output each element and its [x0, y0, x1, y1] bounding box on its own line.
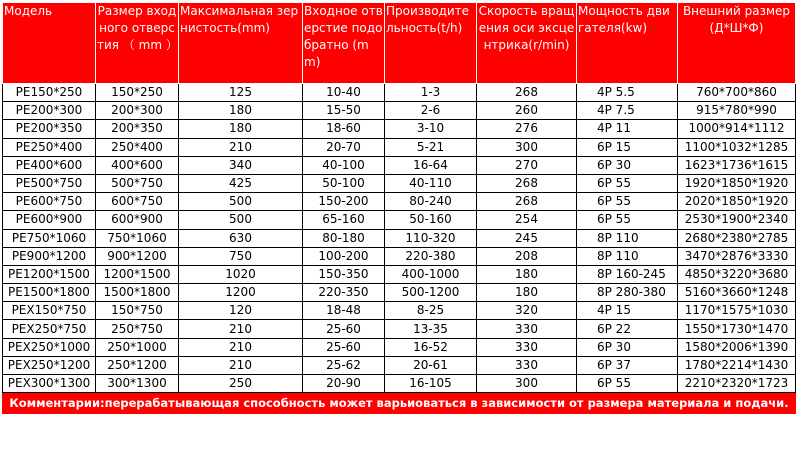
cell-max-feed: 750 [179, 247, 303, 265]
table-row [3, 302, 796, 320]
cell-dimensions: 1780*2214*1430 [678, 356, 796, 374]
cell-shaft-speed: 254 [477, 211, 577, 229]
cell-motor-power: 6P 37 [577, 356, 678, 374]
cell-capacity: 20-61 [385, 356, 477, 374]
cell-model: PE900*1200 [3, 247, 96, 265]
cell-max-feed: 180 [179, 102, 303, 120]
cell-model: PE250*400 [3, 138, 96, 156]
cell-motor-power: 4P 15 [577, 302, 678, 320]
header-discharge-opening: Входное отверстие подобратно (mm) [303, 3, 385, 84]
cell-discharge-opening: 25-60 [303, 338, 385, 356]
cell-shaft-speed: 268 [477, 193, 577, 211]
cell-max-feed: 210 [179, 138, 303, 156]
cell-capacity: 500-1200 [385, 284, 477, 302]
cell-max-feed: 210 [179, 338, 303, 356]
cell-dimensions: 3470*2876*3330 [678, 247, 796, 265]
cell-dimensions: 1550*1730*1470 [678, 320, 796, 338]
table-row [3, 174, 796, 192]
cell-max-feed: 210 [179, 356, 303, 374]
cell-model: PE400*600 [3, 156, 96, 174]
cell-discharge-opening: 150-350 [303, 265, 385, 283]
table-row [3, 338, 796, 356]
table-row [3, 229, 796, 247]
cell-capacity: 2-6 [385, 102, 477, 120]
cell-inlet-size: 400*600 [96, 156, 179, 174]
cell-max-feed: 250 [179, 375, 303, 393]
cell-discharge-opening: 25-62 [303, 356, 385, 374]
cell-motor-power: 8P 110 [577, 247, 678, 265]
cell-motor-power: 6P 22 [577, 320, 678, 338]
cell-dimensions: 2680*2380*2785 [678, 229, 796, 247]
header-model: Модель [3, 3, 96, 84]
cell-dimensions: 2210*2320*1723 [678, 375, 796, 393]
cell-inlet-size: 250*750 [96, 320, 179, 338]
cell-capacity: 50-160 [385, 211, 477, 229]
cell-model: PE200*300 [3, 102, 96, 120]
cell-discharge-opening: 100-200 [303, 247, 385, 265]
cell-max-feed: 630 [179, 229, 303, 247]
header-max-feed: Максимальная зернистость(mm) [179, 3, 303, 84]
cell-dimensions: 2530*1900*2340 [678, 211, 796, 229]
cell-discharge-opening: 40-100 [303, 156, 385, 174]
cell-inlet-size: 500*750 [96, 174, 179, 192]
cell-model: PE600*900 [3, 211, 96, 229]
cell-shaft-speed: 268 [477, 84, 577, 102]
cell-capacity: 80-240 [385, 193, 477, 211]
cell-model: PEX250*1000 [3, 338, 96, 356]
header-shaft-speed: Скорость вращения оси эксцентрика(r/min) [477, 3, 577, 84]
cell-dimensions: 5160*3660*1248 [678, 284, 796, 302]
cell-shaft-speed: 268 [477, 174, 577, 192]
cell-max-feed: 120 [179, 302, 303, 320]
cell-inlet-size: 300*1300 [96, 375, 179, 393]
header-capacity: Производительность(t/h) [385, 3, 477, 84]
header-inlet-size: Размер входного отверстия （ mm ） [96, 3, 179, 84]
cell-dimensions: 1580*2006*1390 [678, 338, 796, 356]
table-row [3, 211, 796, 229]
table-row [3, 356, 796, 374]
cell-inlet-size: 250*400 [96, 138, 179, 156]
table-row [3, 320, 796, 338]
table-row [3, 84, 796, 102]
cell-motor-power: 6P 55 [577, 193, 678, 211]
cell-inlet-size: 200*350 [96, 120, 179, 138]
cell-motor-power: 4P 5.5 [577, 84, 678, 102]
table-body [3, 84, 796, 393]
cell-discharge-opening: 150-200 [303, 193, 385, 211]
cell-max-feed: 1200 [179, 284, 303, 302]
cell-shaft-speed: 300 [477, 375, 577, 393]
cell-discharge-opening: 220-350 [303, 284, 385, 302]
cell-dimensions: 915*780*990 [678, 102, 796, 120]
cell-shaft-speed: 330 [477, 338, 577, 356]
cell-model: PEX250*750 [3, 320, 96, 338]
cell-shaft-speed: 260 [477, 102, 577, 120]
cell-discharge-opening: 50-100 [303, 174, 385, 192]
cell-inlet-size: 750*1060 [96, 229, 179, 247]
cell-motor-power: 6P 55 [577, 174, 678, 192]
cell-motor-power: 6P 55 [577, 375, 678, 393]
cell-dimensions: 2020*1850*1920 [678, 193, 796, 211]
cell-discharge-opening: 80-180 [303, 229, 385, 247]
cell-motor-power: 4P 11 [577, 120, 678, 138]
cell-capacity: 1-3 [385, 84, 477, 102]
cell-model: PE600*750 [3, 193, 96, 211]
cell-inlet-size: 150*750 [96, 302, 179, 320]
cell-capacity: 400-1000 [385, 265, 477, 283]
jaw-crusher-spec-table [2, 2, 796, 414]
cell-shaft-speed: 330 [477, 320, 577, 338]
table-row [3, 138, 796, 156]
cell-max-feed: 210 [179, 320, 303, 338]
cell-model: PE750*1060 [3, 229, 96, 247]
cell-discharge-opening: 18-60 [303, 120, 385, 138]
note-text: Комментарии:перерабатывающая способность может варьиоваться в зависимости от размера материала и подачи. [3, 393, 796, 414]
cell-shaft-speed: 330 [477, 356, 577, 374]
cell-model: PE500*750 [3, 174, 96, 192]
cell-model: PEX300*1300 [3, 375, 96, 393]
cell-motor-power: 6P 30 [577, 156, 678, 174]
cell-capacity: 110-320 [385, 229, 477, 247]
table-row [3, 247, 796, 265]
cell-model: PEX250*1200 [3, 356, 96, 374]
cell-dimensions: 1623*1736*1615 [678, 156, 796, 174]
cell-inlet-size: 600*750 [96, 193, 179, 211]
note-row [3, 393, 796, 414]
table-row [3, 284, 796, 302]
cell-discharge-opening: 65-160 [303, 211, 385, 229]
cell-shaft-speed: 180 [477, 284, 577, 302]
cell-max-feed: 180 [179, 120, 303, 138]
cell-shaft-speed: 180 [477, 265, 577, 283]
cell-motor-power: 8P 110 [577, 229, 678, 247]
cell-discharge-opening: 20-90 [303, 375, 385, 393]
cell-shaft-speed: 300 [477, 138, 577, 156]
cell-discharge-opening: 25-60 [303, 320, 385, 338]
cell-shaft-speed: 270 [477, 156, 577, 174]
cell-dimensions: 1000*914*1112 [678, 120, 796, 138]
cell-shaft-speed: 245 [477, 229, 577, 247]
cell-discharge-opening: 18-48 [303, 302, 385, 320]
cell-inlet-size: 200*300 [96, 102, 179, 120]
cell-shaft-speed: 208 [477, 247, 577, 265]
cell-motor-power: 8P 280-380 [577, 284, 678, 302]
cell-inlet-size: 250*1200 [96, 356, 179, 374]
cell-motor-power: 6P 55 [577, 211, 678, 229]
cell-capacity: 3-10 [385, 120, 477, 138]
table-row [3, 102, 796, 120]
cell-inlet-size: 150*250 [96, 84, 179, 102]
header-row [3, 3, 796, 84]
cell-discharge-opening: 15-50 [303, 102, 385, 120]
cell-max-feed: 500 [179, 193, 303, 211]
cell-capacity: 16-52 [385, 338, 477, 356]
cell-max-feed: 340 [179, 156, 303, 174]
cell-model: PE150*250 [3, 84, 96, 102]
cell-capacity: 8-25 [385, 302, 477, 320]
cell-capacity: 40-110 [385, 174, 477, 192]
cell-capacity: 220-380 [385, 247, 477, 265]
cell-dimensions: 4850*3220*3680 [678, 265, 796, 283]
cell-capacity: 16-64 [385, 156, 477, 174]
cell-shaft-speed: 320 [477, 302, 577, 320]
cell-inlet-size: 250*1000 [96, 338, 179, 356]
cell-dimensions: 760*700*860 [678, 84, 796, 102]
cell-discharge-opening: 20-70 [303, 138, 385, 156]
cell-dimensions: 1100*1032*1285 [678, 138, 796, 156]
cell-capacity: 16-105 [385, 375, 477, 393]
table-row [3, 156, 796, 174]
cell-inlet-size: 600*900 [96, 211, 179, 229]
table-row [3, 375, 796, 393]
cell-model: PE200*350 [3, 120, 96, 138]
cell-model: PE1200*1500 [3, 265, 96, 283]
cell-model: PEX150*750 [3, 302, 96, 320]
cell-capacity: 5-21 [385, 138, 477, 156]
cell-motor-power: 8P 160-245 [577, 265, 678, 283]
cell-motor-power: 6P 15 [577, 138, 678, 156]
header-dimensions: Внешний размер(Д*Ш*Ф) [678, 3, 796, 84]
cell-dimensions: 1170*1575*1030 [678, 302, 796, 320]
cell-inlet-size: 900*1200 [96, 247, 179, 265]
table-row [3, 120, 796, 138]
cell-max-feed: 1020 [179, 265, 303, 283]
table-row [3, 193, 796, 211]
cell-model: PE1500*1800 [3, 284, 96, 302]
cell-inlet-size: 1500*1800 [96, 284, 179, 302]
cell-shaft-speed: 276 [477, 120, 577, 138]
header-motor-power: Мощность двигателя(kw) [577, 3, 678, 84]
cell-max-feed: 425 [179, 174, 303, 192]
cell-capacity: 13-35 [385, 320, 477, 338]
cell-discharge-opening: 10-40 [303, 84, 385, 102]
cell-max-feed: 500 [179, 211, 303, 229]
cell-max-feed: 125 [179, 84, 303, 102]
cell-inlet-size: 1200*1500 [96, 265, 179, 283]
table-row [3, 265, 796, 283]
cell-motor-power: 6P 30 [577, 338, 678, 356]
cell-dimensions: 1920*1850*1920 [678, 174, 796, 192]
cell-motor-power: 4P 7.5 [577, 102, 678, 120]
